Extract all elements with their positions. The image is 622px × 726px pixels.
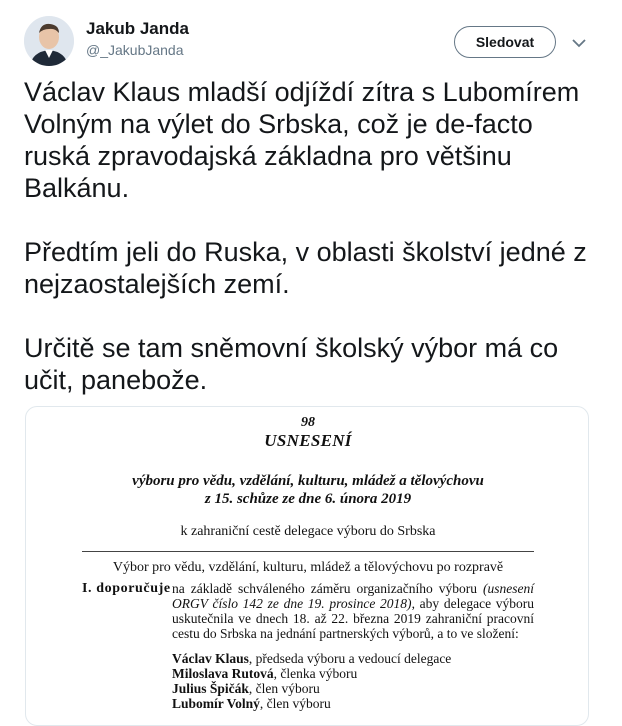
member-name: Lubomír Volný [172,696,260,711]
tweet-text [24,76,604,428]
document-session: z 15. schůze ze dne 6. února 2019 [204,491,412,507]
chevron-down-icon[interactable] [568,32,590,54]
delegation-list [172,651,534,711]
resolution-reference: (usnesení ORGV číslo 142 ze dne 19. prosince 2018) [172,581,534,611]
member-role: , předseda výboru a vedoucí delegace [248,651,452,666]
member-name: Václav Klaus [172,651,249,666]
delegation-member [172,651,534,666]
resolution-text [172,581,534,641]
member-role: , člen výboru [248,681,320,696]
delegation-member [172,666,534,681]
avatar-photo [24,16,74,66]
document-committee: výboru pro vědu, vzdělání, kulturu, mládež a tělovýchovu [132,473,484,489]
resolution-text-part: na základě schváleného záměru organizačního výboru [172,581,483,596]
member-name: Miloslava Rutová [172,666,274,681]
follow-button[interactable]: Sledovat [454,26,556,58]
member-name: Julius Špičák [172,681,249,696]
avatar[interactable] [24,16,74,66]
member-role: , členka výboru [273,666,358,681]
author-name[interactable]: Jakub Janda [86,19,189,38]
document-intro: Výbor pro vědu, vzdělání, kulturu, mládež a tělovýchovu po rozpravě [112,560,504,575]
document-number: 98 [301,415,315,430]
tweet-paragraph: Václav Klaus mladší odjíždí zítra s Lubomírem Volným na výlet do Srbska, což je de-facto ruská zpravodajská základna pro většinu Balkánu. [24,77,580,203]
resolution-text-part: , aby delegace výboru uskutečnila ve dnech 18. až 22. března 2019 zahraniční pracovní cestu do Srbska na jednání partnerských výborů, a to ve složení: [172,596,535,641]
delegation-member [172,696,534,711]
member-role: , člen výboru [259,696,331,711]
document-scan [26,407,589,726]
document-subject: k zahraniční cestě delegace výboru do Srbska [180,524,436,539]
tweet-paragraph: Předtím jeli do Ruska, v oblasti školství jedné z nejzaostalejších zemí. [24,237,587,299]
attached-image[interactable] [25,406,589,726]
document-title: USNESENÍ [264,431,352,450]
divider [82,551,534,552]
tweet-paragraph: Určitě se tam sněmovní školský výbor má co učit, panebože. [24,333,559,395]
author-handle[interactable]: @_JakubJanda [86,42,184,58]
delegation-member [172,681,534,696]
resolution-label: I. doporučuje [82,581,171,596]
